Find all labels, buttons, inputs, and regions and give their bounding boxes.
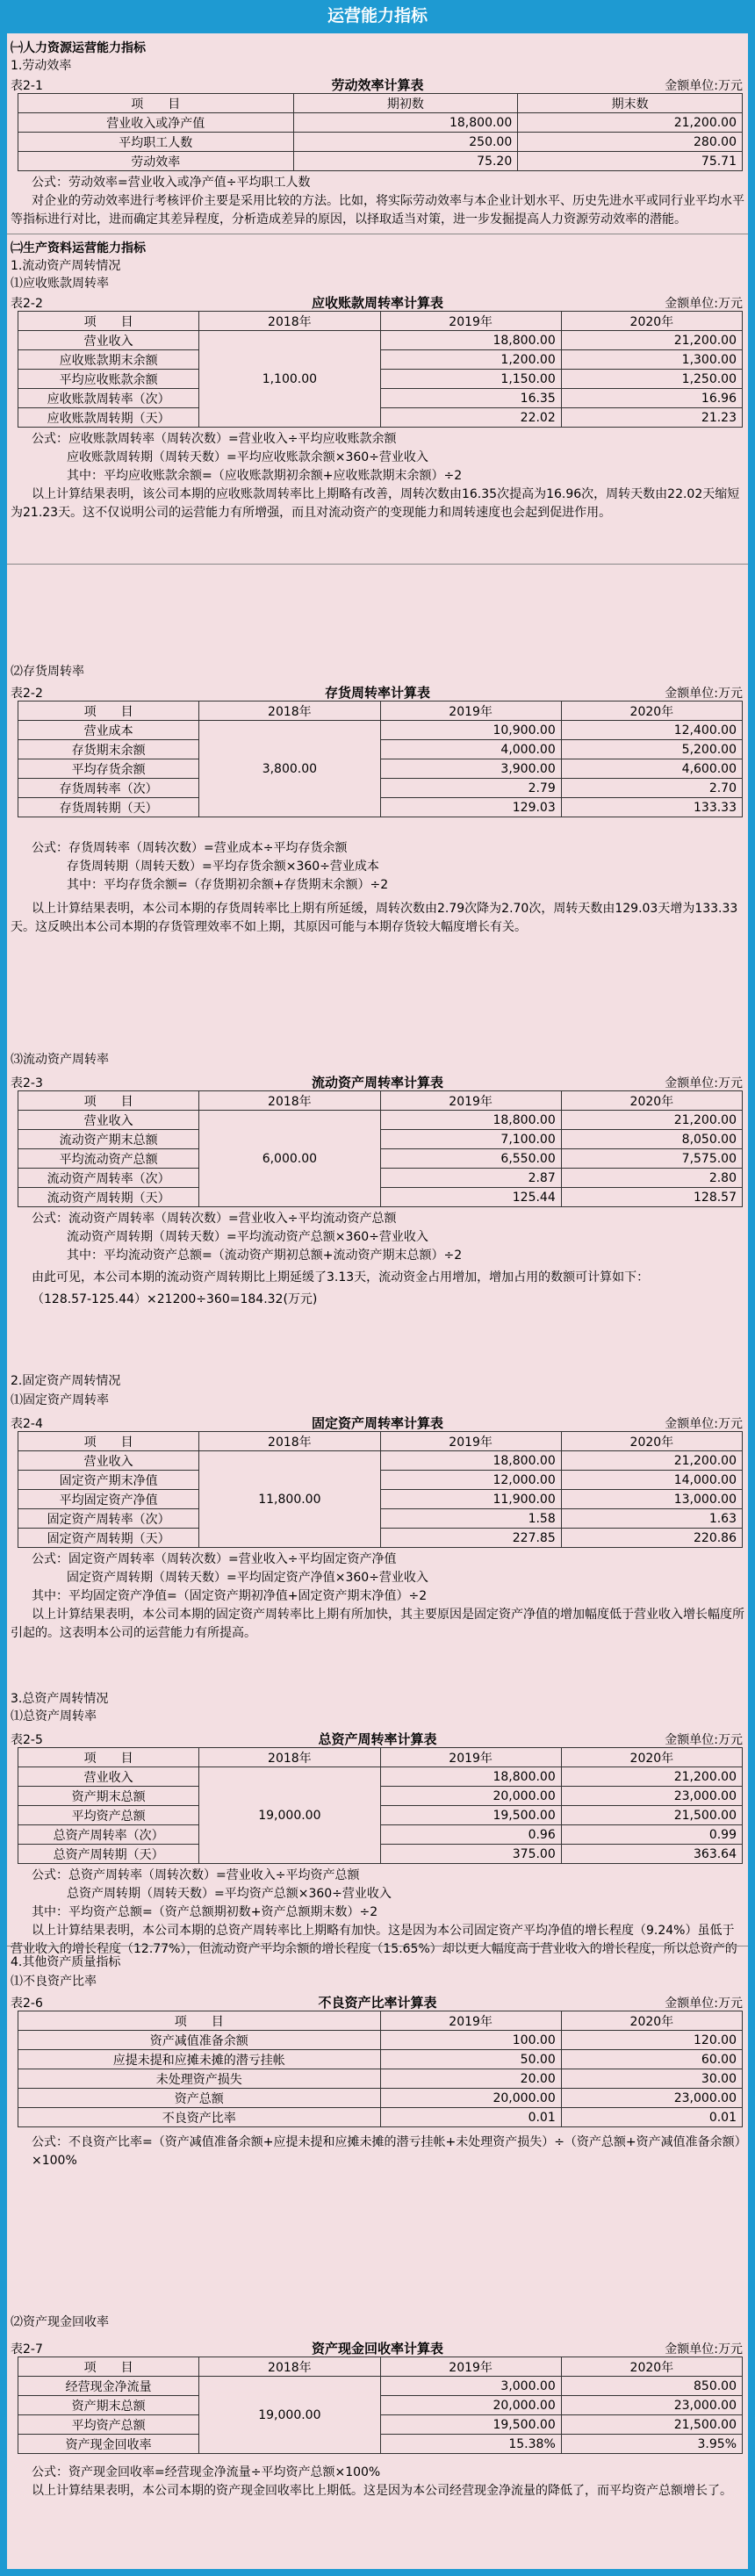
table-cash-recovery <box>18 2357 743 2454</box>
table-bad-asset-ratio <box>18 2011 743 2127</box>
cell-value: 21,200.00 <box>561 1451 742 1471</box>
table-header-bar-2-6 <box>7 1991 748 2011</box>
header-cell: 2018年 <box>199 1432 380 1451</box>
subheading-other-assets: 4.其他资产质量指标 <box>11 1955 121 1969</box>
row-label: 营业收入 <box>18 1451 199 1471</box>
header-cell: 期初数 <box>293 94 518 113</box>
cell-value: 3,900.00 <box>380 759 561 779</box>
row-label: 应收账款周转期（天） <box>18 408 199 428</box>
formula-text: 其中：平均固定资产净值=（固定资产期初净值+固定资产期末净值）÷2 <box>32 1589 428 1603</box>
table-header-bar-2-4 <box>7 1412 748 1431</box>
cell-value: 21,200.00 <box>518 113 743 133</box>
page-title: 运营能力指标 <box>0 0 755 32</box>
header-cell: 2020年 <box>561 312 742 331</box>
note-inventory <box>11 839 744 937</box>
cell-value: 19,000.00 <box>199 1767 380 1864</box>
header-cell: 2019年 <box>380 2357 561 2377</box>
cell-value: 7,100.00 <box>380 1130 561 1149</box>
row-label: 平均职工人数 <box>18 133 294 152</box>
formula-text: 公式：总资产周转率（周转次数）=营业收入÷平均资产总额 <box>32 1868 360 1882</box>
header-cell: 项 目 <box>18 312 199 331</box>
formula-text: 其中：平均应收账款余额=（应收账款期初余额+应收账款期末余额）÷2 <box>67 469 463 483</box>
row-label: 存货周转期（天） <box>18 798 199 817</box>
cell-value: 0.01 <box>380 2108 561 2127</box>
cell-value: 7,575.00 <box>561 1149 742 1169</box>
row-label: 资产减值准备余额 <box>18 2031 381 2050</box>
table-fixed-asset-turnover <box>18 1431 743 1548</box>
formula-text: 其中：平均存货余额=（存货期初余额+存货期末余额）÷2 <box>67 878 389 892</box>
table-number: 表2-5 <box>11 1733 43 1747</box>
cell-value: 1.58 <box>380 1509 561 1529</box>
table-header-row <box>18 702 743 721</box>
cell-value: 12,400.00 <box>561 721 742 740</box>
header-cell: 2018年 <box>199 1748 380 1767</box>
cell-value: 75.71 <box>518 152 743 171</box>
subheading-total-asset-turnover: ⑴总资产周转率 <box>11 1709 97 1723</box>
table-number: 表2-7 <box>11 2342 43 2357</box>
subheading-total-assets: 3.总资产周转情况 <box>11 1692 109 1706</box>
row-label: 总资产周转率（次） <box>18 1825 199 1845</box>
cell-value: 3,800.00 <box>199 721 380 817</box>
cell-value: 20,000.00 <box>380 2396 561 2415</box>
table-row <box>18 2069 743 2089</box>
table-title: 固定资产周转率计算表 <box>311 1415 443 1431</box>
cell-value: 8,050.00 <box>561 1130 742 1149</box>
cell-value: 21,500.00 <box>561 1806 742 1825</box>
table-row <box>18 1111 743 1130</box>
table-unit: 金额单位:万元 <box>665 2342 743 2357</box>
table-unit: 金额单位:万元 <box>665 1417 743 1431</box>
formula-text: 固定资产周转期（周转天数）=平均固定资产净值×360÷营业收入 <box>67 1571 428 1585</box>
table-row <box>18 2377 743 2396</box>
header-cell: 2020年 <box>561 702 742 721</box>
row-label: 劳动效率 <box>18 152 294 171</box>
cell-value: 60.00 <box>561 2050 742 2069</box>
header-cell: 2020年 <box>561 1091 742 1111</box>
table-title: 存货周转率计算表 <box>324 685 430 701</box>
table-row <box>18 133 743 152</box>
analysis-text: 对企业的劳动效率进行考核评价主要是采用比较的方法。比如，将实际劳动效率与本企业计划水平、历史先进水平或同行业平均水平等指标进行对比，进而确定其差异程度，分析造成差异的原因，以择取适当对策，进一步发掘提高人力资源劳动效率的潜能。 <box>11 194 744 227</box>
formula-text: 其中：平均流动资产总额=（流动资产期初总额+流动资产期末总额）÷2 <box>67 1248 463 1263</box>
formula-text: 应收账款周转期（周转天数）=平均应收账款余额×360÷营业收入 <box>67 450 428 464</box>
cell-value: 75.20 <box>293 152 518 171</box>
table-number: 表2-1 <box>11 79 43 93</box>
cell-value: 1,250.00 <box>561 370 742 389</box>
cell-value: 19,500.00 <box>380 2415 561 2435</box>
cell-value: 100.00 <box>380 2031 561 2050</box>
cell-value: 18,800.00 <box>380 331 561 350</box>
table-current-asset-turnover <box>18 1090 743 1207</box>
table-total-asset-turnover <box>18 1747 743 1864</box>
note-cash-recovery <box>11 2464 744 2500</box>
report-sheet <box>7 33 748 2569</box>
cell-value: 21.23 <box>561 408 742 428</box>
row-label: 存货周转率（次） <box>18 779 199 798</box>
table-unit: 金额单位:万元 <box>665 297 743 311</box>
cell-value: 13,000.00 <box>561 1490 742 1509</box>
header-cell: 期末数 <box>518 94 743 113</box>
table-number: 表2-4 <box>11 1417 43 1431</box>
analysis-text: 以上计算结果表明，该公司本期的应收账款周转率比上期略有改善，周转次数由16.35次提高为16.96次，周转天数由22.02天缩短为21.23天。这不仅说明公司的运营能力有所增强，而且对流动资产的变现能力和周转速度也会起到促进作用。 <box>11 487 740 520</box>
table-header-row <box>18 1432 743 1451</box>
row-label: 应收账款期末余额 <box>18 350 199 370</box>
table-header-row <box>18 1091 743 1111</box>
table-unit: 金额单位:万元 <box>665 1997 743 2011</box>
table-title: 总资产周转率计算表 <box>318 1731 437 1747</box>
row-label: 应提未提和应摊未摊的潜亏挂帐 <box>18 2050 381 2069</box>
cell-value: 850.00 <box>561 2377 742 2396</box>
cell-value: 3.95% <box>561 2435 742 2454</box>
table-row <box>18 1825 743 1845</box>
table-header-row <box>18 1748 743 1767</box>
row-label: 营业成本 <box>18 721 199 740</box>
cell-value: 1,300.00 <box>561 350 742 370</box>
cell-value: 0.96 <box>380 1825 561 1845</box>
cell-value: 2.79 <box>380 779 561 798</box>
row-label: 平均资产总额 <box>18 1806 199 1825</box>
row-label: 营业收入或净产值 <box>18 113 294 133</box>
cell-value: 125.44 <box>380 1188 561 1207</box>
header-cell: 项 目 <box>18 702 199 721</box>
table-number: 表2-6 <box>11 1997 43 2011</box>
header-cell: 2020年 <box>561 2011 742 2031</box>
cell-value: 21,200.00 <box>561 331 742 350</box>
table-unit: 金额单位:万元 <box>665 1733 743 1747</box>
table-row <box>18 1471 743 1490</box>
subheading-labor-efficiency: 1.劳动效率 <box>11 59 72 73</box>
formula-text: 公式：不良资产比率=（资产减值准备余额+应提未提和应摊未摊的潜亏挂帐+未处理资产损失）÷（资产总额+资产减值准备余额）×100% <box>32 2135 741 2168</box>
formula-text: 存货周转期（周转天数）=平均存货余额×360÷营业成本 <box>67 860 379 874</box>
analysis-text: 以上计算结果表明，本公司本期的总资产周转率比上期略有加快。这是因为本公司固定资产平均净值的增长程度（9.24%）虽低于营业收入的增长程度（12.77%），但流动资产平均余额的增长程度（15.65%）却以更大幅度高于营业收入的增长程度，所以总资产的 <box>11 1924 737 1956</box>
table-row <box>18 2415 743 2435</box>
row-label: 流动资产周转率（次） <box>18 1169 199 1188</box>
cell-value: 129.03 <box>380 798 561 817</box>
table-header-bar-2-2 <box>7 291 748 311</box>
table-row <box>18 779 743 798</box>
calculation-text: （128.57-125.44）×21200÷360=184.32(万元) <box>32 1292 318 1306</box>
table-row <box>18 2108 743 2127</box>
row-label: 平均固定资产净值 <box>18 1490 199 1509</box>
subheading-cash-recovery: ⑵资产现金回收率 <box>11 2315 109 2329</box>
cell-value: 6,000.00 <box>199 1111 380 1207</box>
table-unit: 金额单位:万元 <box>665 687 743 701</box>
row-label: 流动资产周转期（天） <box>18 1188 199 1207</box>
cell-value: 1,200.00 <box>380 350 561 370</box>
table-row <box>18 2089 743 2108</box>
header-cell: 项 目 <box>18 1091 199 1111</box>
cell-value: 18,800.00 <box>380 1111 561 1130</box>
table-unit: 金额单位:万元 <box>665 79 743 93</box>
table-row <box>18 1767 743 1787</box>
cell-value: 0.01 <box>561 2108 742 2127</box>
cell-value: 20,000.00 <box>380 1787 561 1806</box>
cell-value: 5,200.00 <box>561 740 742 759</box>
table-row <box>18 2031 743 2050</box>
cell-value: 128.57 <box>561 1188 742 1207</box>
section-heading-production: ㈡生产资料运营能力指标 <box>11 241 146 255</box>
header-cell: 2019年 <box>380 1432 561 1451</box>
table-row <box>18 1845 743 1864</box>
formula-text: 流动资产周转期（周转天数）=平均流动资产总额×360÷营业收入 <box>67 1230 428 1244</box>
table-row <box>18 1130 743 1149</box>
header-cell: 2019年 <box>380 702 561 721</box>
row-label: 经营现金净流量 <box>18 2377 199 2396</box>
cell-value: 21,200.00 <box>561 1111 742 1130</box>
cell-value: 250.00 <box>293 133 518 152</box>
cell-value: 23,000.00 <box>561 2396 742 2415</box>
cell-value: 2.80 <box>561 1169 742 1188</box>
cell-value: 12,000.00 <box>380 1471 561 1490</box>
table-row <box>18 1149 743 1169</box>
header-cell: 2020年 <box>561 1432 742 1451</box>
row-label: 营业收入 <box>18 331 199 350</box>
table-unit: 金额单位:万元 <box>665 1076 743 1090</box>
table-row <box>18 1529 743 1548</box>
cell-value: 20,000.00 <box>380 2089 561 2108</box>
cell-value: 18,800.00 <box>380 1767 561 1787</box>
table-row <box>18 740 743 759</box>
cell-value: 4,000.00 <box>380 740 561 759</box>
table-row <box>18 389 743 408</box>
cell-value: 2.70 <box>561 779 742 798</box>
formula-text: 公式：固定资产周转率（周转次数）=营业收入÷平均固定资产净值 <box>32 1552 397 1566</box>
formula-text: 公式：资产现金回收率=经营现金净流量÷平均资产总额×100% <box>32 2465 381 2479</box>
cell-value: 14,000.00 <box>561 1471 742 1490</box>
header-cell: 项 目 <box>18 2357 199 2377</box>
table-title: 流动资产周转率计算表 <box>311 1075 443 1090</box>
header-cell: 2019年 <box>380 1091 561 1111</box>
cell-value: 280.00 <box>518 133 743 152</box>
note-fixed-assets <box>11 1551 744 1643</box>
cell-value: 22.02 <box>380 408 561 428</box>
cell-value: 2.87 <box>380 1169 561 1188</box>
formula-text: 公式：劳动效率=营业收入或净产值÷平均职工人数 <box>32 176 311 190</box>
table-row <box>18 721 743 740</box>
table-row <box>18 370 743 389</box>
header-cell: 项 目 <box>18 94 294 113</box>
row-label: 固定资产期末净值 <box>18 1471 199 1490</box>
cell-value: 20.00 <box>380 2069 561 2089</box>
row-label: 应收账款周转率（次） <box>18 389 199 408</box>
table-row <box>18 1787 743 1806</box>
analysis-text: 以上计算结果表明，本公司本期的固定资产周转率比上期有所加快，其主要原因是固定资产净值的增加幅度低于营业收入增长幅度所引起的。这表明本公司的运营能力有所提高。 <box>11 1608 744 1640</box>
table-row <box>18 759 743 779</box>
subheading-current-assets: 1.流动资产周转情况 <box>11 259 121 273</box>
cell-value: 375.00 <box>380 1845 561 1864</box>
cell-value: 19,000.00 <box>199 2377 380 2454</box>
table-header-row <box>18 2357 743 2377</box>
row-label: 资产现金回收率 <box>18 2435 199 2454</box>
table-header-row <box>18 94 743 113</box>
row-label: 营业收入 <box>18 1767 199 1787</box>
header-cell: 2019年 <box>380 1748 561 1767</box>
table-row <box>18 331 743 350</box>
row-label: 固定资产周转率（次） <box>18 1509 199 1529</box>
subheading-inventory: ⑵存货周转率 <box>11 665 84 679</box>
cell-value: 1,150.00 <box>380 370 561 389</box>
formula-text: 公式：流动资产周转率（周转次数）=营业收入÷平均流动资产总额 <box>32 1212 397 1226</box>
table-header-row <box>18 312 743 331</box>
row-label: 总资产周转期（天） <box>18 1845 199 1864</box>
cell-value: 133.33 <box>561 798 742 817</box>
subheading-bad-asset-ratio: ⑴不良资产比率 <box>11 1975 97 1989</box>
cell-value: 16.35 <box>380 389 561 408</box>
table-row <box>18 1188 743 1207</box>
table-row <box>18 2396 743 2415</box>
table-title: 资产现金回收率计算表 <box>311 2341 443 2357</box>
header-cell: 2019年 <box>380 2011 561 2031</box>
cell-value: 6,550.00 <box>380 1149 561 1169</box>
row-label: 平均存货余额 <box>18 759 199 779</box>
cell-value: 18,800.00 <box>380 1451 561 1471</box>
row-label: 流动资产期末总额 <box>18 1130 199 1149</box>
analysis-text: 由此可见，本公司本期的流动资产周转期比上期延缓了3.13天，流动资金占用增加，增加占用的数额可计算如下： <box>32 1270 650 1284</box>
header-cell: 2020年 <box>561 2357 742 2377</box>
cell-value: 120.00 <box>561 2031 742 2050</box>
table-row <box>18 408 743 428</box>
row-label: 未处理资产损失 <box>18 2069 381 2089</box>
table-title: 不良资产比率计算表 <box>318 1995 437 2011</box>
table-header-bar-2-1 <box>7 74 748 93</box>
cell-value: 50.00 <box>380 2050 561 2069</box>
table-labor-efficiency <box>18 93 743 171</box>
cell-value: 19,500.00 <box>380 1806 561 1825</box>
cell-value: 21,200.00 <box>561 1767 742 1787</box>
analysis-text: 以上计算结果表明，本公司本期的存货周转率比上期有所延缓，周转次数由2.79次降为2.70次，周转天数由129.03天增为133.33天。这反映出本公司本期的存货管理效率不如上期，其原因可能与本期存货较大幅度增长有关。 <box>11 902 738 934</box>
formula-text: 公式：存货周转率（周转次数）=营业成本÷平均存货余额 <box>32 841 348 855</box>
table-header-bar-2-2b <box>7 681 748 701</box>
table-receivables-turnover <box>18 311 743 428</box>
row-label: 资产总额 <box>18 2089 381 2108</box>
table-row <box>18 152 743 171</box>
table-number: 表2-3 <box>11 1076 43 1090</box>
row-label: 平均资产总额 <box>18 2415 199 2435</box>
row-label: 存货期末余额 <box>18 740 199 759</box>
cell-value: 227.85 <box>380 1529 561 1548</box>
row-label: 平均应收账款余额 <box>18 370 199 389</box>
header-cell: 项 目 <box>18 2011 381 2031</box>
table-title: 劳动效率计算表 <box>331 77 424 93</box>
cell-value: 10,900.00 <box>380 721 561 740</box>
table-header-bar-2-5 <box>7 1728 748 1747</box>
note-labor-efficiency <box>11 174 744 229</box>
subheading-fixed-asset-turnover: ⑴固定资产周转率 <box>11 1393 109 1407</box>
cell-value: 23,000.00 <box>561 1787 742 1806</box>
table-row <box>18 1169 743 1188</box>
header-cell: 2018年 <box>199 2357 380 2377</box>
formula-text: 公式：应收账款周转率（周转次数）=营业收入÷平均应收账款余额 <box>32 432 397 446</box>
cell-value: 30.00 <box>561 2069 742 2089</box>
subheading-receivables: ⑴应收账款周转率 <box>11 277 109 291</box>
cell-value: 3,000.00 <box>380 2377 561 2396</box>
cell-value: 15.38% <box>380 2435 561 2454</box>
table-row <box>18 113 743 133</box>
divider <box>7 564 748 565</box>
header-cell: 2019年 <box>380 312 561 331</box>
header-cell: 项 目 <box>18 1748 199 1767</box>
table-row <box>18 1451 743 1471</box>
cell-value: 4,600.00 <box>561 759 742 779</box>
section-heading-hr: ㈠人力资源运营能力指标 <box>11 41 146 55</box>
cell-value: 23,000.00 <box>561 2089 742 2108</box>
cell-value: 1.63 <box>561 1509 742 1529</box>
cell-value: 16.96 <box>561 389 742 408</box>
cell-value: 18,800.00 <box>293 113 518 133</box>
cell-value: 21,500.00 <box>561 2415 742 2435</box>
header-cell: 2020年 <box>561 1748 742 1767</box>
table-header-bar-2-3 <box>7 1071 748 1090</box>
row-label: 平均流动资产总额 <box>18 1149 199 1169</box>
table-header-row <box>18 2011 743 2031</box>
table-number: 表2-2 <box>11 687 43 701</box>
cell-value: 220.86 <box>561 1529 742 1548</box>
row-label: 营业收入 <box>18 1111 199 1130</box>
table-row <box>18 798 743 817</box>
table-header-bar-2-7 <box>7 2337 748 2357</box>
table-row <box>18 350 743 370</box>
row-label: 资产期末总额 <box>18 2396 199 2415</box>
cell-value: 11,800.00 <box>199 1451 380 1548</box>
row-label: 不良资产比率 <box>18 2108 381 2127</box>
table-row <box>18 1806 743 1825</box>
formula-text: 总资产周转期（周转天数）=平均资产总额×360÷营业收入 <box>67 1887 392 1901</box>
cell-value: 363.64 <box>561 1845 742 1864</box>
note-bad-asset-ratio <box>11 2133 744 2170</box>
header-cell: 项 目 <box>18 1432 199 1451</box>
header-cell: 2018年 <box>199 702 380 721</box>
table-row <box>18 2050 743 2069</box>
header-cell: 2018年 <box>199 312 380 331</box>
table-row <box>18 2435 743 2454</box>
subheading-current-asset-turnover: ⑶流动资产周转率 <box>11 1053 109 1067</box>
cell-value: 1,100.00 <box>199 331 380 428</box>
note-receivables <box>11 430 744 522</box>
row-label: 固定资产周转期（天） <box>18 1529 199 1548</box>
table-row <box>18 1490 743 1509</box>
formula-text: 其中：平均资产总额=（资产总额期初数+资产总额期末数）÷2 <box>32 1905 378 1919</box>
header-cell: 2018年 <box>199 1091 380 1111</box>
table-number: 表2-2 <box>11 297 43 311</box>
cell-value: 0.99 <box>561 1825 742 1845</box>
table-row <box>18 1509 743 1529</box>
subheading-fixed-assets: 2.固定资产周转情况 <box>11 1374 121 1388</box>
analysis-text: 以上计算结果表明，本公司本期的资产现金回收率比上期低。这是因为本公司经营现金净流量的降低了，而平均资产总额增长了。 <box>32 2484 732 2498</box>
table-title: 应收账款周转率计算表 <box>311 295 443 311</box>
row-label: 资产期末总额 <box>18 1787 199 1806</box>
cell-value: 11,900.00 <box>380 1490 561 1509</box>
table-inventory-turnover <box>18 701 743 817</box>
note-current-assets <box>11 1210 744 1309</box>
